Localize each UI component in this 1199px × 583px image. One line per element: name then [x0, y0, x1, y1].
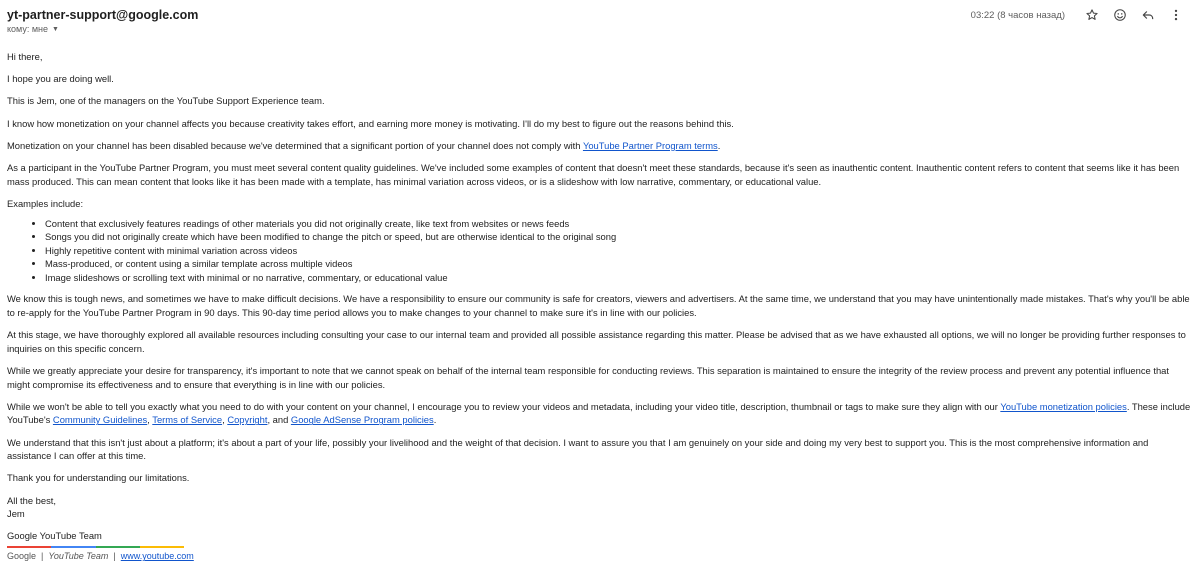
signature-line — [7, 550, 1191, 564]
signature — [7, 529, 1191, 564]
list-item: • Songs you did not originally create which have been modified to change the pitch or speed, but are otherwise identical to the original song — [45, 230, 1191, 244]
copyright-link[interactable]: Copyright — [227, 414, 268, 426]
paragraph — [7, 400, 1191, 427]
paragraph: I hope you are doing well. — [7, 73, 114, 85]
color-segment — [51, 546, 95, 548]
closing-block — [7, 494, 1191, 521]
text: . These include YouTube's — [7, 400, 1191, 426]
community-guidelines-link[interactable]: Community Guidelines — [52, 414, 148, 426]
sender-name: Jem — [7, 508, 25, 520]
sender-address[interactable]: yt-partner-support@google.com — [7, 8, 199, 22]
text: . — [717, 139, 721, 151]
text: , and — [267, 414, 291, 426]
signature-google: Google — [7, 551, 37, 562]
star-icon[interactable] — [1081, 7, 1103, 23]
signature-team: Google YouTube Team — [7, 529, 102, 541]
greeting: Hi there, — [7, 51, 43, 62]
color-segment — [7, 546, 51, 548]
paragraph: We understand that this isn't just about a platform; it's about a part of your life, possibly your livelihood and the weight of that decision. I want to assure you that I am genuinely on your side and doing my very best to support you. This is the most comprehensive information and assistance I can offer at this time. — [7, 436, 1149, 462]
text: Monetization on your channel has been disabled because we've determined that a significant portion of your channel does not comply with — [7, 139, 583, 151]
terms-of-service-link[interactable]: Terms of Service — [152, 414, 223, 426]
emoji-icon[interactable] — [1109, 7, 1131, 23]
paragraph: This is Jem, one of the managers on the YouTube Support Experience team. — [7, 95, 325, 107]
paragraph: As a participant in the YouTube Partner Program, you must meet several content quality guidelines. We've included some examples of content that doesn't meet these standards, because it's seen as inauthentic content. Inauthentic content refers to content that seems like it has been mass produced. This can mean content that looks like it has been made with a template, has minimal variation across videos, or is a slideshow with low narrative, commentary, or educational value. — [7, 161, 1180, 187]
color-segment — [96, 546, 140, 548]
more-vert-icon[interactable] — [1165, 7, 1187, 23]
examples-label: Examples include: — [7, 197, 84, 209]
signature-color-bar — [7, 546, 184, 548]
separator: | — [41, 551, 44, 562]
email-header — [7, 7, 1187, 47]
ypp-terms-link[interactable]: YouTube Partner Program terms — [582, 139, 718, 151]
text: , — [222, 414, 228, 426]
paragraph: At this stage, we have thoroughly explored all available resources including consulting your case to our internal team and provided all possible assistance regarding this matter. Please be advised that as we have exhausted all options, we will no longer be providing further responses to inquiries on this specific concern. — [7, 329, 1186, 354]
recipient-toggle[interactable] — [7, 24, 59, 34]
separator: | — [113, 551, 116, 562]
recipient-label: кому: мне — [7, 24, 48, 34]
paragraph: Thank you for understanding our limitations. — [7, 472, 190, 484]
monetization-policies-link[interactable]: YouTube monetization policies — [1000, 400, 1127, 412]
signature-youtube-team: YouTube Team — [48, 551, 109, 562]
list-item: • Highly repetitive content with minimal variation across videos — [45, 244, 1191, 258]
text: , — [147, 414, 153, 426]
closing: All the best, — [7, 494, 56, 506]
list-item: • Image slideshows or scrolling text with minimal or no narrative, commentary, or educational value — [45, 271, 1191, 285]
paragraph: While we greatly appreciate your desire for transparency, it's important to note that we cannot speak on behalf of the internal team responsible for conducting reviews. This separation is maintained to ensure the integrity of the review process and prevent any potential influence that might compromise its effectiveness and to ensure that everything is in line with our policies. — [7, 364, 1169, 390]
list-item: • Content that exclusively features readings of other materials you did not originally create, like text from websites or news feeds — [45, 217, 1191, 231]
caret-down-icon[interactable]: ▼ — [52, 25, 59, 33]
reply-icon[interactable] — [1137, 7, 1159, 23]
header-actions — [971, 7, 1187, 23]
youtube-site-link[interactable]: www.youtube.com — [120, 551, 194, 562]
text: . — [433, 414, 437, 426]
list-item: • Mass-produced, or content using a similar template across multiple videos — [45, 257, 1191, 271]
paragraph — [7, 139, 1191, 153]
paragraph: I know how monetization on your channel affects you because creativity takes effort, and earning more money is motivating. I'll do my best to figure out the reasons behind this. — [7, 117, 734, 129]
text: While we won't be able to tell you exactly what you need to do with your content on your channel, I encourage you to review your videos and metadata, including your video title, description, thumbnail or tags to make sure they align with our — [7, 400, 1001, 412]
examples-list — [7, 217, 1191, 285]
email-body — [7, 50, 1191, 564]
color-segment — [140, 546, 184, 548]
timestamp: 03:22 (8 часов назад) — [970, 9, 1065, 21]
paragraph: We know this is tough news, and sometimes we have to make difficult decisions. We have a responsibility to ensure our community is safe for creators, viewers and advertisers. At the same time, we understand that you may have unintentionally made mistakes. That's why you'll be able to re-apply for the YouTube Partner Program in 90 days. This 90-day time period allows you to make changes to your channel to make sure it's in line with our policies. — [7, 293, 1190, 318]
adsense-policies-link[interactable]: Google AdSense Program policies — [290, 414, 434, 426]
